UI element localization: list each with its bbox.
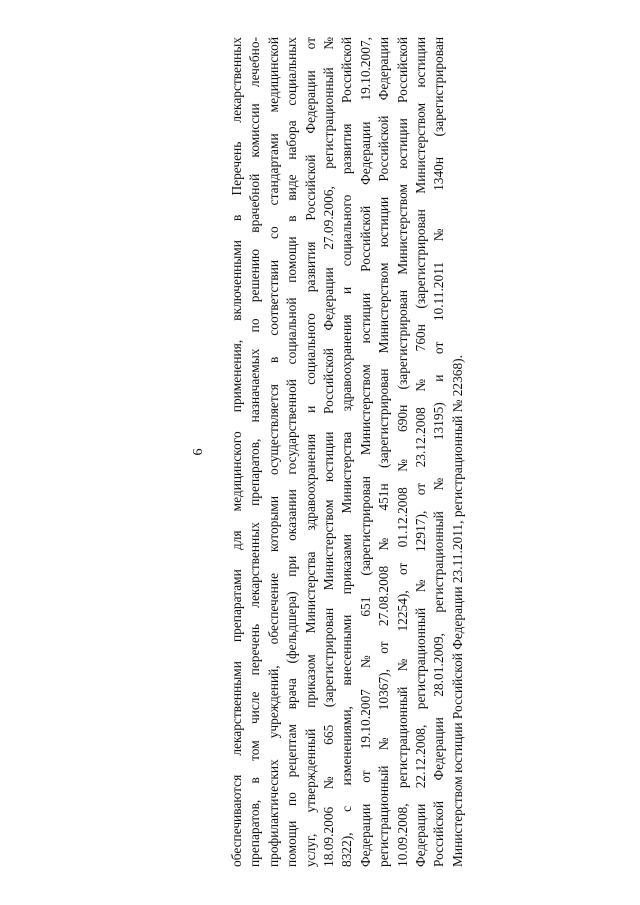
text-line: обеспечиваются лекарственными препаратами для медицинского применения, включенными в Перечень лекарственных bbox=[229, 37, 244, 867]
text-line: услуг, утвержденный приказом Министерства здравоохранения и социального развития Российской Федерации от bbox=[302, 37, 318, 867]
text-line: Министерством юстиции Российской Федерации 23.11.2011, регистрационный № 22368). bbox=[449, 355, 465, 867]
text-line: Федерации 22.12.2008, регистрационный № 12917), от 23.12.2008 № 760н (зарегистрирован Министерством юстиции bbox=[412, 37, 428, 867]
page-number: 6 bbox=[191, 448, 206, 456]
text-line: Российской Федерации 28.01.2009, регистрационный № 13195) и от 10.11.2011 № 1340н (зарегистрирован bbox=[431, 37, 447, 867]
text-line: Федерации от 19.10.2007 № 651 (зарегистрирован Министерством юстиции Российской Федерации 19.10.2007, bbox=[357, 37, 373, 867]
text-line: 10.09.2008, регистрационный № 12254), от 01.12.2008 № 690н (зарегистрирован Министерством юстиции Российской bbox=[394, 37, 410, 867]
text-line: профилактических учреждений, обеспечение которыми осуществляется в соответствии со стандартами медицинской bbox=[265, 37, 281, 867]
text-line: регистрационный № 10367), от 27.08.2008 № 451н (зарегистрирован Министерством юстиции Российской Федерации bbox=[376, 37, 392, 867]
text-line: 18.09.2006 № 665 (зарегистрирован Министерством юстиции Российской Федерации 27.09.2006, регистрационный № bbox=[320, 37, 336, 867]
rotated-content bbox=[180, 37, 480, 867]
text-line: помощи по рецептам врача (фельдшера) при оказании государственной социальной помощи в виде набора социальных bbox=[284, 37, 300, 867]
text-line: 8322), с изменениями, внесенными приказами Министерства здравоохранения и социального развития Российской bbox=[339, 37, 355, 867]
body-paragraph bbox=[228, 37, 467, 867]
text-line: препаратов, в том числе перечень лекарственных препаратов, назначаемых по решению врачебной комиссии лечебно- bbox=[247, 37, 263, 867]
